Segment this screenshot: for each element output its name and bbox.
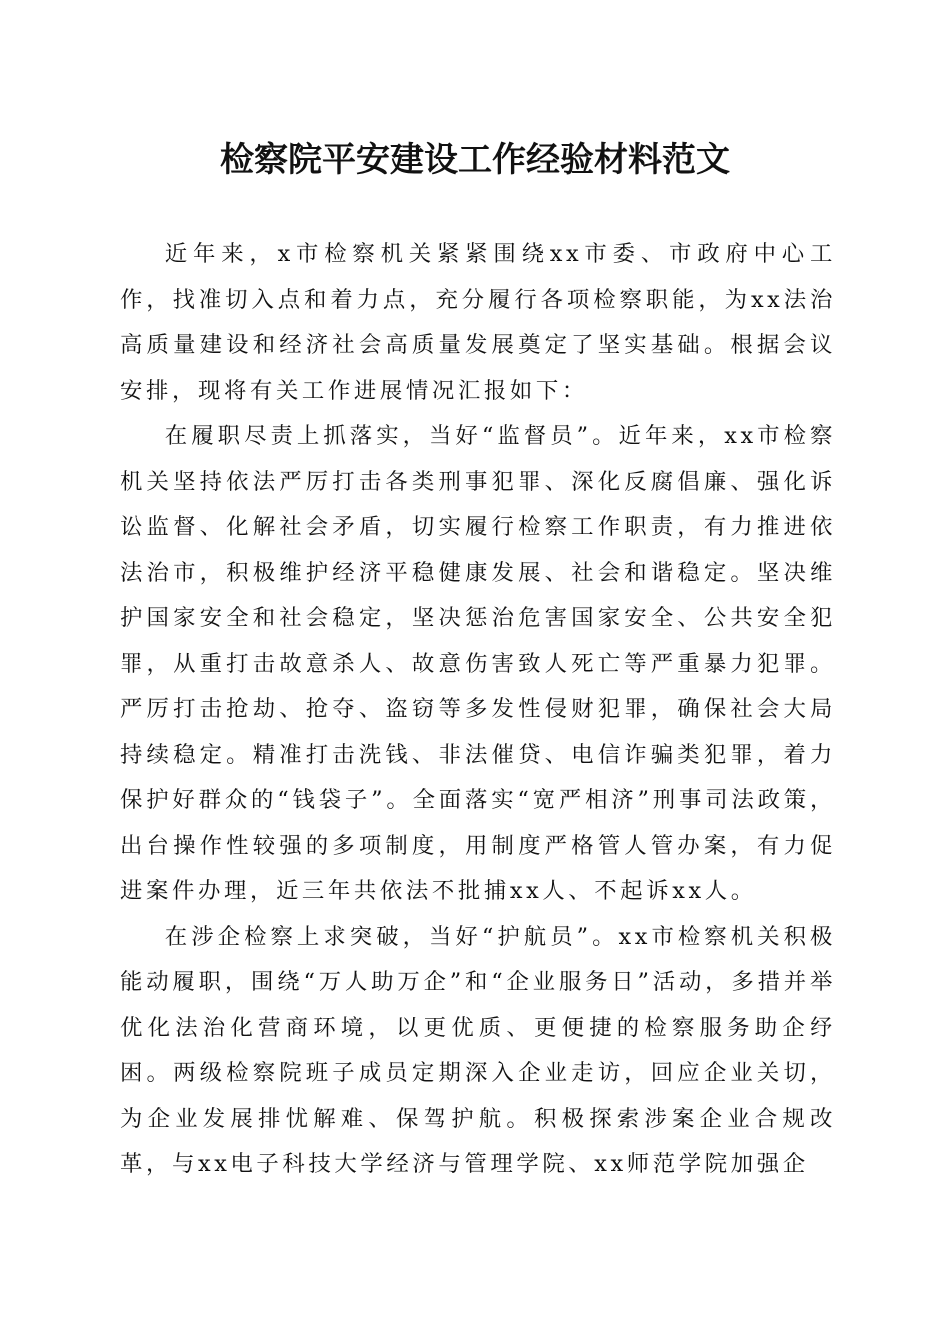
paragraph-supervisor: 在履职尽责上抓落实，当好“监督员”。近年来，xx市检察机关坚持依法严厉打击各类刑事犯罪、深化反腐倡廉、强化诉讼监督、化解社会矛盾，切实履行检察工作职责，有力推进依法治市，积极维护经济平稳健康发展、社会和谐稳定。坚决维护国家安全和社会稳定，坚决惩治危害国家安全、公共安全犯罪，从重打击故意杀人、故意伤害致人死亡等严重暴力犯罪。严厉打击抢劫、抢夺、盗窃等多发性侵财犯罪，确保社会大局持续稳定。精准打击洗钱、非法催贷、电信诈骗类犯罪，着力保护好群众的“钱袋子”。全面落实“宽严相济”刑事司法政策，出台操作性较强的多项制度，用制度严格管人管办案，有力促进案件办理，近三年共依法不批捕xx人、不起诉xx人。 <box>120 423 836 904</box>
document-body <box>120 232 836 1188</box>
paragraph-escort: 在涉企检察上求突破，当好“护航员”。xx市检察机关积极能动履职，围绕“万人助万企”和“企业服务日”活动，多措并举优化法治化营商环境，以更优质、更便捷的检察服务助企纾困。两级检察院班子成员定期深入企业走访，回应企业关切，为企业发展排忧解难、保驾护航。积极探索涉案企业合规改革，与xx电子科技大学经济与管理学院、xx师范学院加强企 <box>120 923 836 1177</box>
document-title: 检察院平安建设工作经验材料范文 <box>220 140 730 180</box>
paragraph-intro: 近年来，x市检察机关紧紧围绕xx市委、市政府中心工作，找准切入点和着力点，充分履行各项检察职能，为xx法治高质量建设和经济社会高质量发展奠定了坚实基础。根据会议安排，现将有关工作进展情况汇报如下： <box>120 241 836 404</box>
